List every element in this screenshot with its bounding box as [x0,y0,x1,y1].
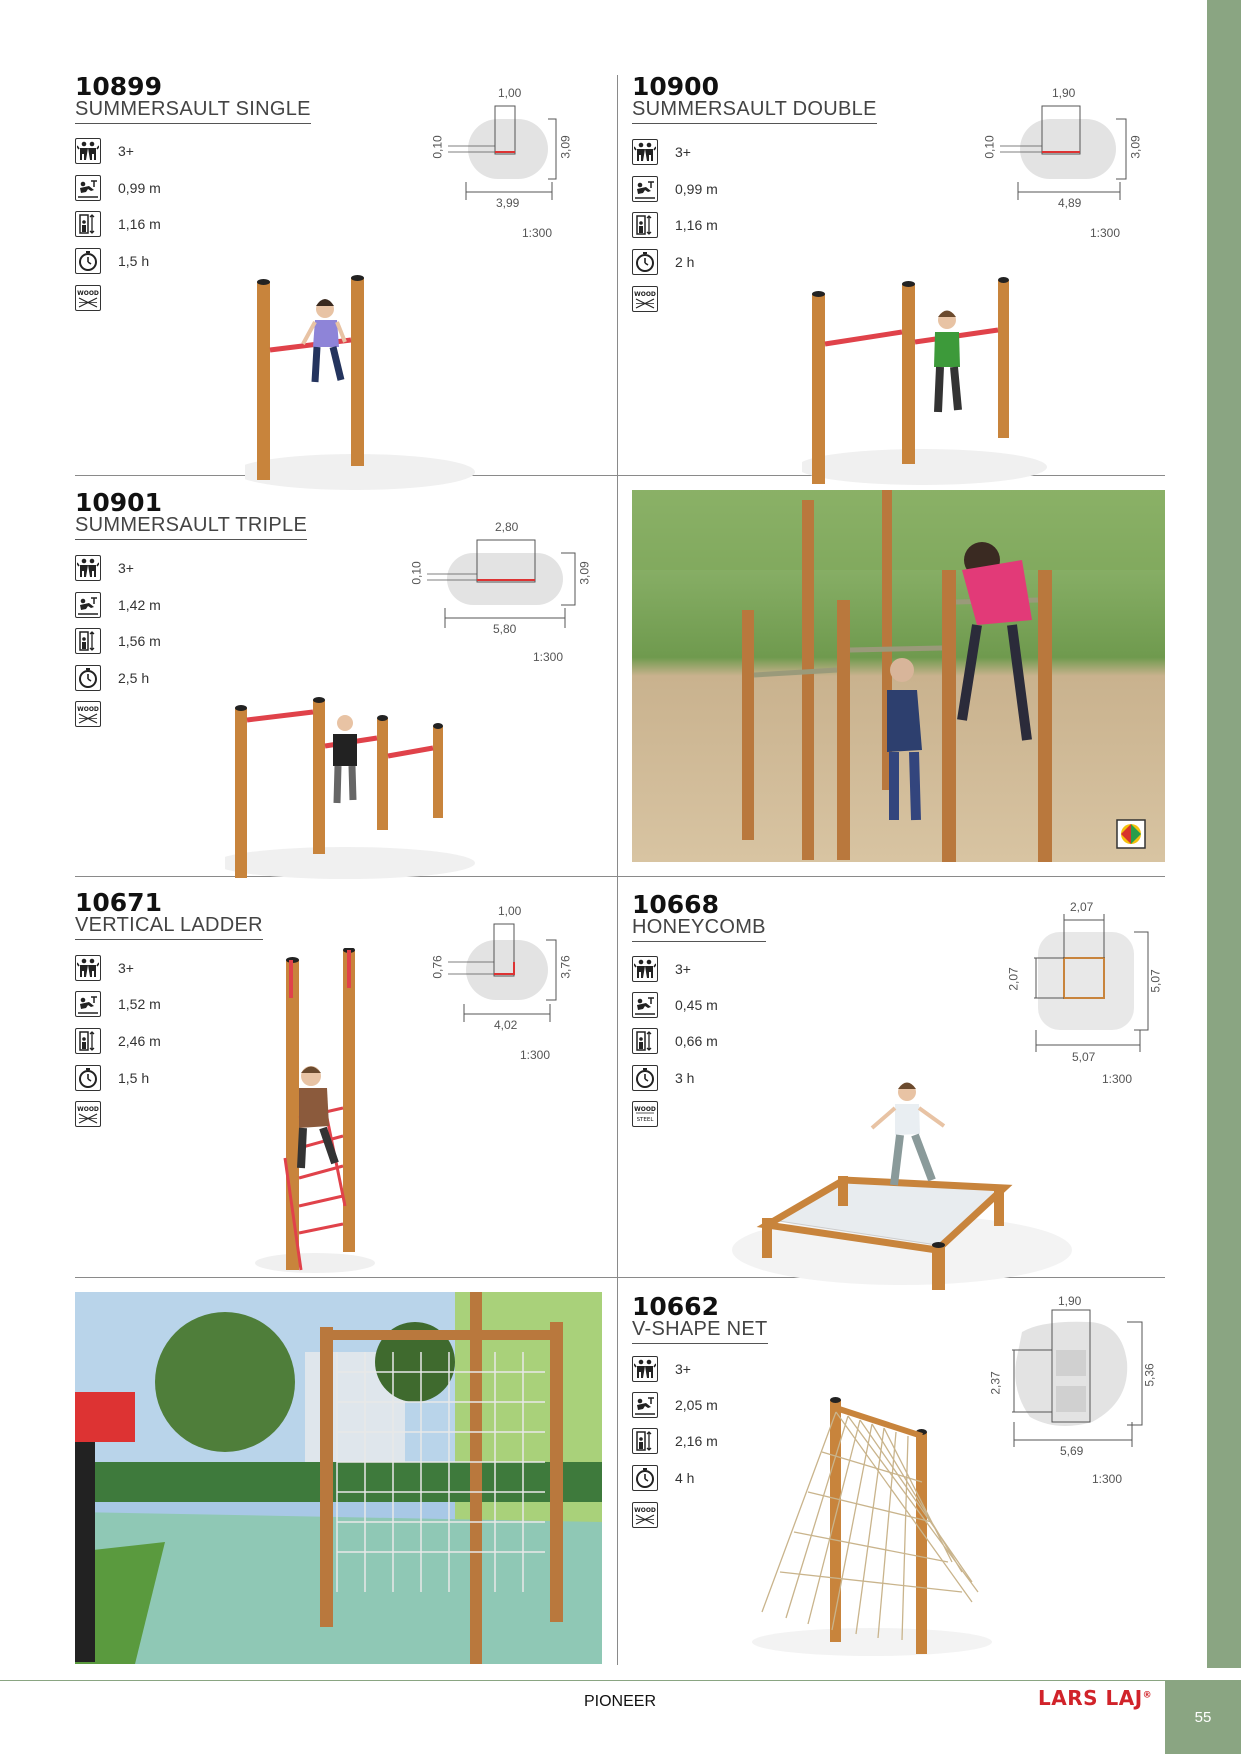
product-code: 10899 [75,72,162,101]
dimension-diagram: 1,00 0,10 3,09 3,99 1:300 [430,84,590,244]
product-photo-summersault [632,490,1165,862]
spec-install-time: 3 h [632,1065,694,1091]
max-height-icon [75,628,101,654]
product-name: V-SHAPE NET [632,1318,768,1344]
spec-max-height: 1,16 m [632,212,718,238]
spec-material [75,701,101,727]
layout-plan [982,84,1152,244]
layout-plan [430,902,590,1062]
material-steel-icon [632,1101,658,1127]
install-time-icon [632,1065,658,1091]
install-time-icon [75,1065,101,1091]
product-name: VERTICAL LADDER [75,914,263,940]
fall-height-icon [75,175,101,201]
fall-height-icon [632,176,658,202]
spec-age: 3+ [632,956,691,982]
spec-fall-height: 1,52 m [75,991,161,1017]
spec-install-time: 1,5 h [75,1065,149,1091]
product-code: 10662 [632,1292,719,1321]
material-icon [75,701,101,727]
product-illustration [225,648,485,888]
spec-material [632,1502,658,1528]
max-height-icon [632,212,658,238]
material-icon [75,285,101,311]
product-code: 10668 [632,890,719,919]
footer-title: PIONEER [583,1693,656,1710]
spec-age: 3+ [75,555,134,581]
spec-max-height: 1,56 m [75,628,161,654]
fall-height-icon [75,592,101,618]
install-time-icon [75,665,101,691]
material-icon [632,1502,658,1528]
product-illustration [255,948,405,1278]
max-height-icon [632,1428,658,1454]
material-icon [632,286,658,312]
dimension-diagram: 2,07 2,07 5,07 5,07 1:300 [1000,900,1170,1090]
product-name: SUMMERSAULT TRIPLE [75,514,307,540]
dimension-diagram: 1,00 0,76 3,76 4,02 1:300 [430,902,590,1062]
material-icon [75,1101,101,1127]
install-time-icon [632,249,658,275]
product-code: 10900 [632,72,719,101]
age-icon [75,955,101,981]
spec-install-time: 4 h [632,1465,694,1491]
spec-max-height: 2,46 m [75,1028,161,1054]
age-icon [632,139,658,165]
product-code: 10901 [75,488,162,517]
age-icon [632,956,658,982]
install-time-icon [75,248,101,274]
spec-fall-height: 1,42 m [75,592,161,618]
product-10899 [75,72,605,472]
product-10662 [632,1292,1162,1667]
age-icon [75,555,101,581]
product-name: HONEYCOMB [632,916,766,942]
dimension-diagram: 1,90 0,10 3,09 4,89 1:300 [982,84,1152,244]
product-illustration [245,222,495,502]
max-height-icon [632,1028,658,1054]
max-height-icon [75,211,101,237]
spec-fall-height: 2,05 m [632,1392,718,1418]
fall-height-icon [632,1392,658,1418]
product-illustration [802,232,1052,502]
spec-install-time: 2 h [632,249,694,275]
product-10901 [75,488,605,873]
product-code: 10671 [75,888,162,917]
spec-material [75,1101,101,1127]
age-icon [632,1356,658,1382]
product-10900 [632,72,1162,472]
layout-plan [982,1292,1162,1492]
spec-install-time: 1,5 h [75,248,149,274]
spec-fall-height: 0,99 m [632,176,718,202]
spec-age: 3+ [632,1356,691,1382]
dimension-diagram: 2,80 0,10 3,09 5,80 1:300 [405,518,605,668]
product-name: SUMMERSAULT DOUBLE [632,98,877,124]
layout-plan [405,518,605,668]
dimension-diagram: 1,90 2,37 5,36 5,69 1:300 [982,1292,1162,1492]
spec-age: 3+ [632,139,691,165]
product-illustration [752,1392,992,1662]
max-height-icon [75,1028,101,1054]
side-color-bar [1207,0,1241,1668]
product-photo-net [75,1292,602,1664]
spec-material [632,286,658,312]
spec-age: 3+ [75,955,134,981]
footer-rule [0,1680,1165,1681]
product-10668 [632,890,1162,1275]
spec-max-height: 2,16 m [632,1428,718,1454]
spec-max-height: 0,66 m [632,1028,718,1054]
install-time-icon [632,1465,658,1491]
fall-height-icon [632,992,658,1018]
page-number: 55 [1165,1680,1241,1754]
product-illustration [732,1000,1072,1290]
spec-age: 3+ [75,138,134,164]
age-icon [75,138,101,164]
spec-install-time: 2,5 h [75,665,149,691]
spec-fall-height: 0,99 m [75,175,161,201]
spec-max-height: 1,16 m [75,211,161,237]
layout-plan [430,84,590,244]
fall-height-icon [75,991,101,1017]
spec-material [75,285,101,311]
brand-logo: LARS LAJ® [1038,1686,1153,1710]
product-10671 [75,888,605,1273]
spec-fall-height: 0,45 m [632,992,718,1018]
product-name: SUMMERSAULT SINGLE [75,98,311,124]
spec-material [632,1101,658,1127]
column-divider [617,75,618,1665]
